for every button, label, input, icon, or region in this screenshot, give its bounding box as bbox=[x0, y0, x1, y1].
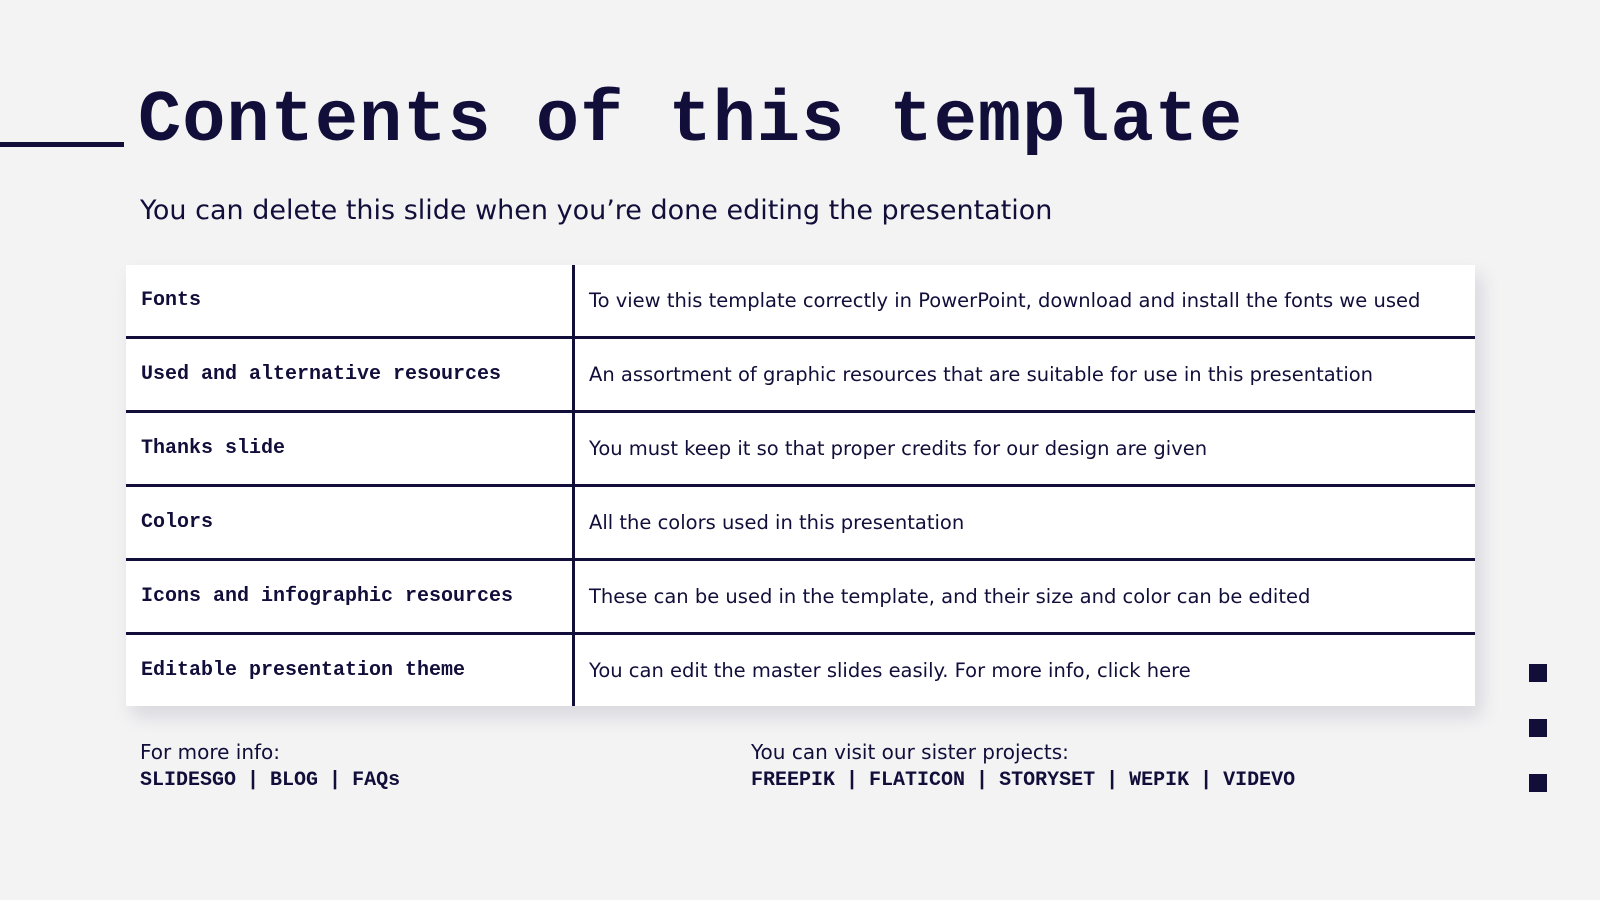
footer-sister-links bbox=[751, 767, 1295, 795]
footer-sister-label: You can visit our sister projects: bbox=[751, 740, 1069, 764]
freepik-link[interactable]: FREEPIK bbox=[751, 769, 836, 792]
footer-info-links bbox=[140, 767, 400, 795]
table-row bbox=[126, 413, 1475, 487]
row-label: Used and alternative resources bbox=[126, 339, 575, 410]
row-description: An assortment of graphic resources that are suitable for use in this presentation bbox=[589, 363, 1374, 386]
row-description: These can be used in the template, and their size and color can be edited bbox=[589, 585, 1311, 608]
link-separator: | bbox=[1106, 769, 1119, 792]
row-label: Icons and infographic resources bbox=[126, 561, 575, 632]
flaticon-link[interactable]: FLATICON bbox=[869, 769, 966, 792]
faqs-link[interactable]: FAQs bbox=[352, 769, 401, 792]
blog-link[interactable]: BLOG bbox=[270, 769, 319, 792]
footer-info-label: For more info: bbox=[140, 740, 281, 764]
row-label: Editable presentation theme bbox=[126, 635, 575, 706]
wepik-link[interactable]: WEPIK bbox=[1129, 769, 1190, 792]
table-row bbox=[126, 635, 1475, 706]
row-description: You can edit the master slides easily. For more info, click here bbox=[589, 659, 1191, 682]
decorative-square bbox=[1529, 719, 1547, 737]
footer-sister-projects bbox=[751, 737, 1295, 795]
title-accent-line bbox=[0, 142, 124, 147]
decorative-square bbox=[1529, 664, 1547, 682]
videvo-link[interactable]: VIDEVO bbox=[1223, 769, 1296, 792]
decorative-square bbox=[1529, 774, 1547, 792]
footer-info bbox=[140, 737, 400, 795]
slidesgo-link[interactable]: SLIDESGO bbox=[140, 769, 237, 792]
row-label: Colors bbox=[126, 487, 575, 558]
storyset-link[interactable]: STORYSET bbox=[999, 769, 1096, 792]
table-row bbox=[126, 561, 1475, 635]
contents-table bbox=[126, 265, 1475, 706]
link-separator: | bbox=[329, 769, 342, 792]
row-label: Fonts bbox=[126, 265, 575, 336]
link-separator: | bbox=[1200, 769, 1213, 792]
page-subtitle: You can delete this slide when you’re done editing the presentation bbox=[140, 195, 1053, 226]
link-separator: | bbox=[976, 769, 989, 792]
link-separator: | bbox=[247, 769, 260, 792]
row-description: To view this template correctly in PowerPoint, download and install the fonts we used bbox=[589, 289, 1421, 312]
row-label: Thanks slide bbox=[126, 413, 575, 484]
row-description: All the colors used in this presentation bbox=[589, 511, 965, 534]
table-row bbox=[126, 265, 1475, 339]
link-separator: | bbox=[846, 769, 859, 792]
row-description: You must keep it so that proper credits for our design are given bbox=[589, 437, 1208, 460]
page-title: Contents of this template bbox=[138, 80, 1244, 162]
table-row bbox=[126, 339, 1475, 413]
table-row bbox=[126, 487, 1475, 561]
